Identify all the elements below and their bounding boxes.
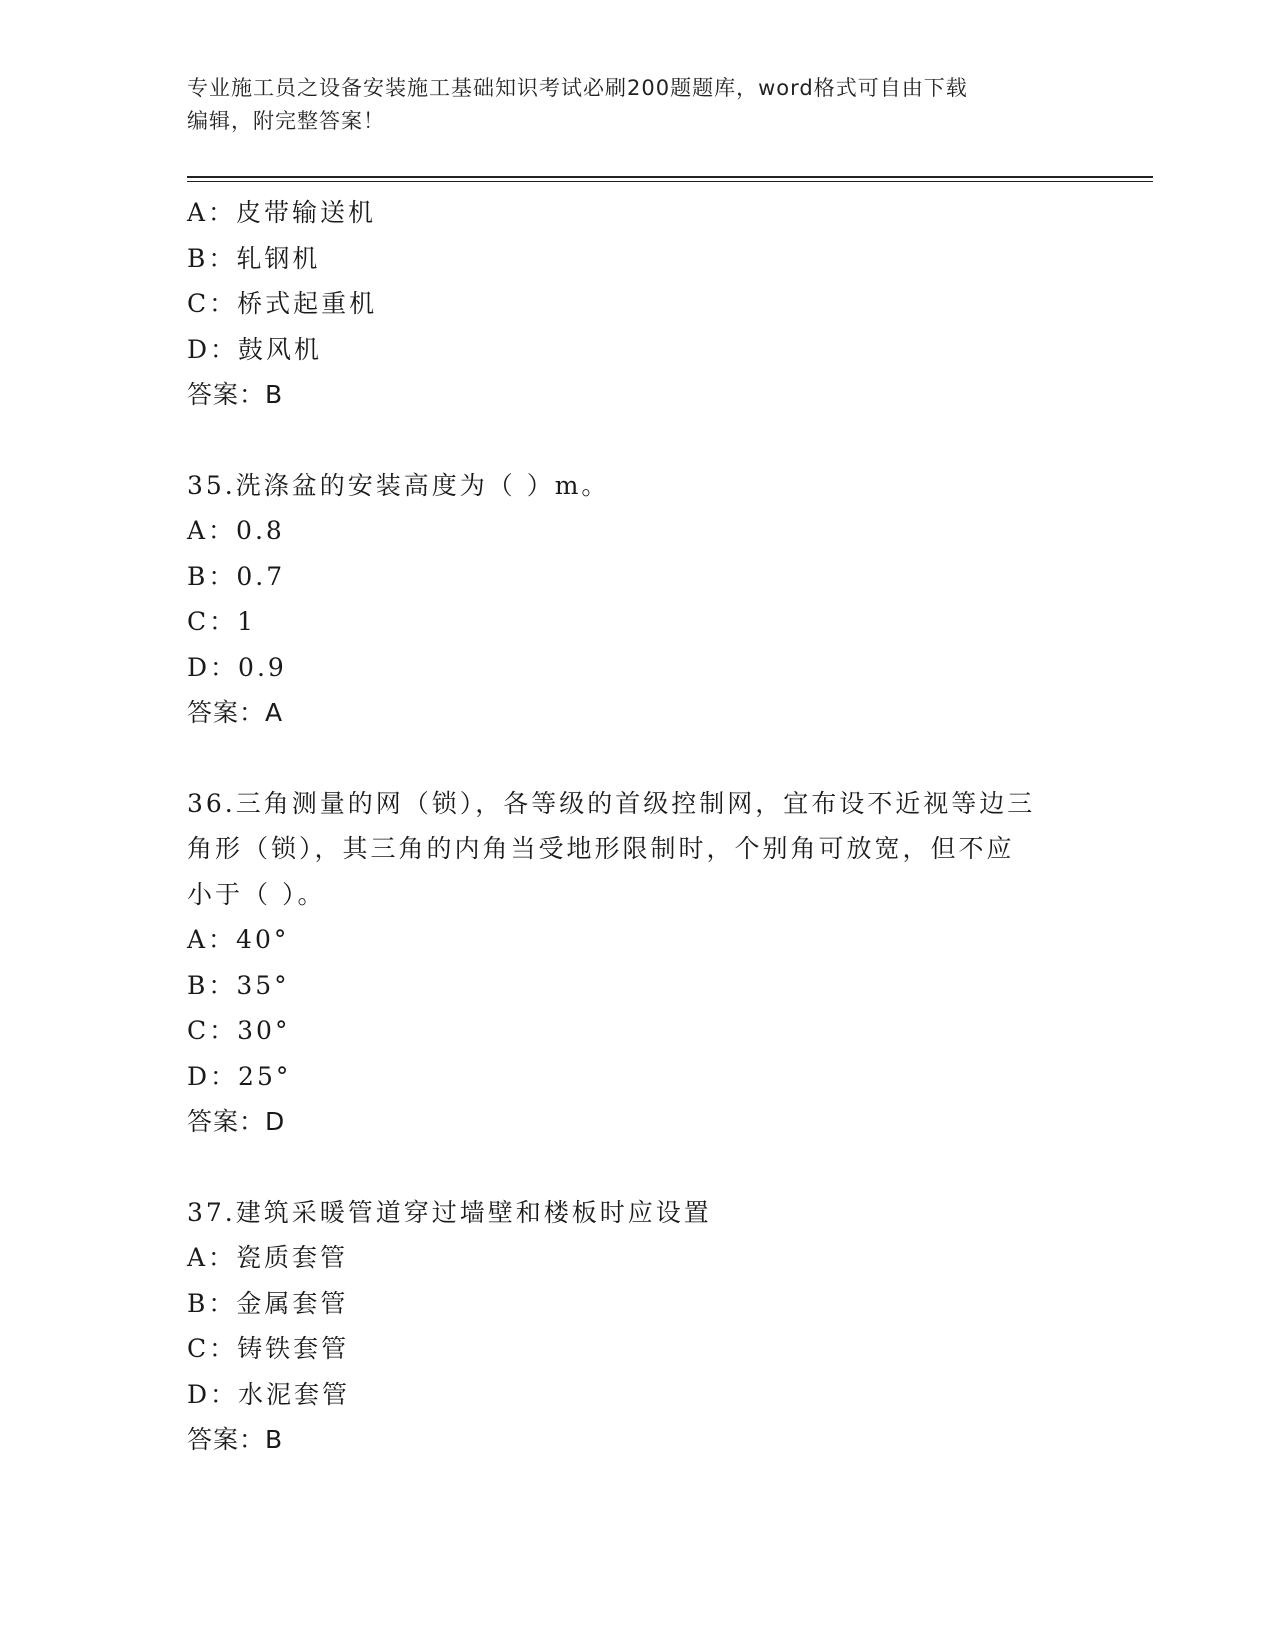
question-35 — [187, 463, 1087, 736]
option-c: C：1 — [187, 607, 257, 636]
option-c: C：桥式起重机 — [187, 289, 378, 318]
option-a: A：皮带输送机 — [187, 198, 377, 227]
answer-line: 答案：D — [187, 1107, 286, 1136]
option-d: D：鼓风机 — [187, 334, 323, 364]
header-divider-thick — [187, 176, 1153, 178]
answer-line: 答案：B — [187, 1425, 284, 1454]
option-a: A：0.8 — [187, 516, 285, 545]
question-stem-line-1: 36.三角测量的网（锁），各等级的首级控制网，宜布设不近视等边三 — [187, 788, 1036, 818]
question-stem: 35.洗涤盆的安装高度为（ ）m。 — [187, 470, 610, 500]
header-divider-thin — [187, 181, 1153, 182]
option-d: D：0.9 — [187, 652, 287, 682]
question-list — [187, 190, 1087, 1463]
option-b: B：金属套管 — [187, 1288, 349, 1318]
option-a: A：瓷质套管 — [187, 1243, 349, 1272]
question-stem-line-3: 小于（ ）。 — [187, 879, 326, 909]
answer-line: 答案：A — [187, 698, 284, 727]
option-b: B：35° — [187, 970, 290, 1000]
question-stem: 37.建筑采暖管道穿过墙壁和楼板时应设置 — [187, 1197, 712, 1227]
option-b: B：轧钢机 — [187, 243, 321, 273]
option-a: A：40° — [187, 925, 290, 954]
header-line-2: 编辑，附完整答案！ — [187, 109, 385, 133]
option-c: C：30° — [187, 1016, 291, 1045]
question-stem-line-2: 角形（锁），其三角的内角当受地形限制时，个别角可放宽，但不应 — [187, 834, 1015, 863]
option-d: D：25° — [187, 1061, 292, 1091]
option-d: D：水泥套管 — [187, 1379, 351, 1409]
question-34-fragment — [187, 190, 1087, 418]
document-header — [187, 72, 1087, 138]
question-37 — [187, 1190, 1087, 1463]
option-c: C：铸铁套管 — [187, 1334, 350, 1363]
answer-line: 答案：B — [187, 380, 284, 409]
header-line-1: 专业施工员之设备安装施工基础知识考试必刷200题题库，word格式可自由下载 — [187, 76, 968, 100]
question-36 — [187, 781, 1087, 1145]
option-b: B：0.7 — [187, 561, 286, 591]
